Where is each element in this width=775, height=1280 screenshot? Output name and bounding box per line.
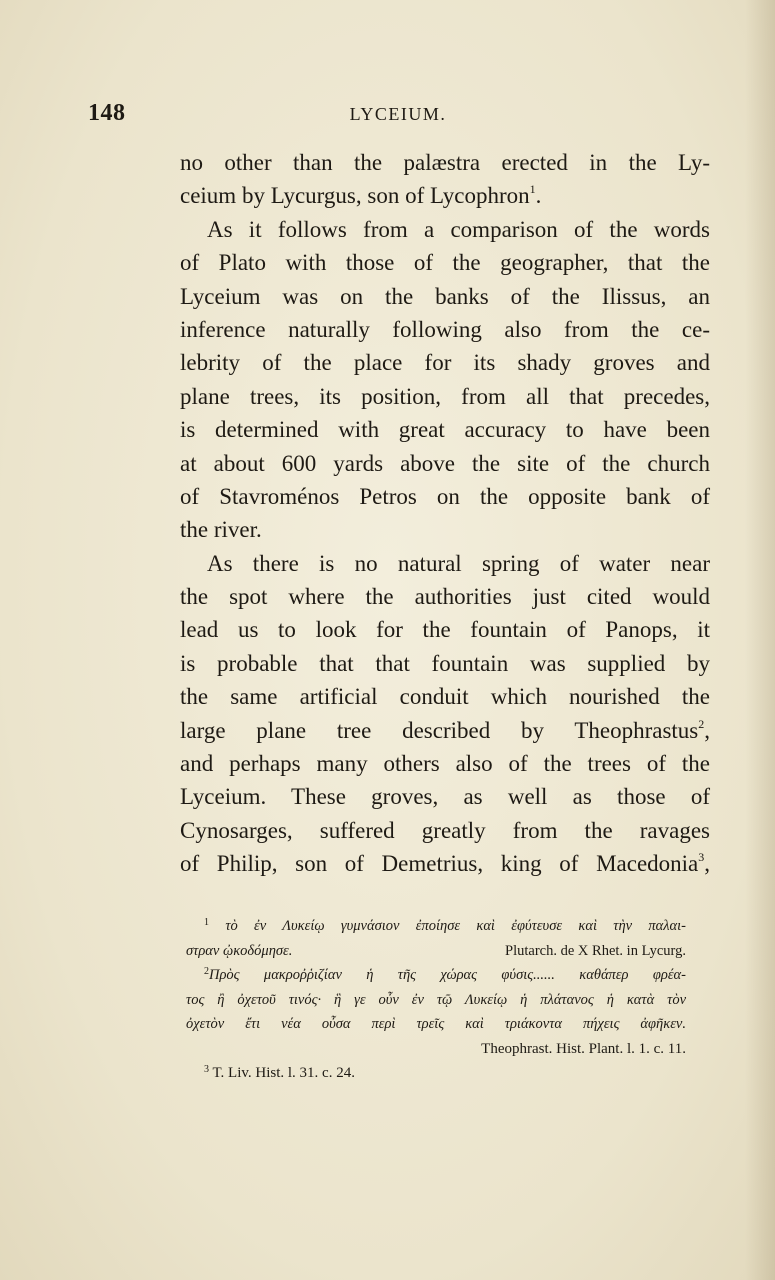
body-line: inference naturally following also from the ce- <box>180 316 710 342</box>
footnote-1-line: στραν ᾠκοδόμησε. Plutarch. de X Rhet. in Lycurg. <box>186 939 686 964</box>
footnote-2-source: Theophrast. Hist. Plant. l. 1. c. 11. <box>481 1040 686 1057</box>
body-line: the river. <box>180 517 262 543</box>
footnote-2-line: $^2$Πρὸς μακροῤῥιζίαν ἡ τῆς χώρας φύσις...... καθάπερ φρέα- <box>204 966 686 983</box>
body-line: of Philip, son of Demetrius, king of Macedonia$^3$, <box>180 850 710 877</box>
body-line: large plane tree described by Theophrastus$^2$, <box>180 716 710 743</box>
footnote-mark-3: 3 <box>204 1064 209 1075</box>
body-line: lead us to look for the fountain of Panops, it <box>180 617 710 643</box>
body-line: Cynosarges, suffered greatly from the ravages <box>180 817 710 843</box>
body-line: no other than the palæstra erected in the Ly- <box>180 150 710 175</box>
footnote-ref-1: 1 <box>529 182 536 197</box>
footnote-1-line: $^1$ τὸ ἐν Λυκείῳ γυμνάσιον ἐποίησε καὶ ἐφύτευσε καὶ τὴν παλαι- <box>204 917 687 934</box>
body-line: of Stavroménos Petros on the opposite bank of <box>180 483 710 509</box>
body-line: the spot where the authorities just cited would <box>180 584 710 610</box>
body-line: lebrity of the place for its shady groves and <box>180 350 710 376</box>
footnote-2-line: ὀχετὸν ἔτι νέα οὖσα περὶ τρεῖς καὶ τριάκοντα πήχεις ἀφῆκεν. <box>186 1016 686 1032</box>
page-number: 148 <box>88 100 126 126</box>
running-title: LYCEIUM. <box>349 104 447 124</box>
body-text <box>180 146 710 881</box>
body-line: ceium by Lycurgus, son of Lycophron$^1$. <box>180 182 542 209</box>
footnote-3-line: $^3$ T. Liv. Hist. l. 31. c. 24. <box>204 1064 355 1081</box>
body-line: at about 600 yards above the site of the church <box>180 450 710 476</box>
footnotes <box>186 914 686 1086</box>
footnote-ref-2: 2 <box>698 716 705 731</box>
body-line: Lyceium. These groves, as well as those of <box>180 784 710 810</box>
body-line: As it follows from a comparison of the words <box>207 216 710 242</box>
page-edge-shadow <box>745 0 775 1280</box>
body-line: plane trees, its position, from all that precedes, <box>180 383 710 409</box>
footnote-mark-2: 2 <box>204 966 209 977</box>
body-line: the same artificial conduit which nourished the <box>180 684 710 710</box>
body-line: is determined with great accuracy to have been <box>180 417 710 443</box>
body-line: Lyceium was on the banks of the Ilissus, an <box>180 283 710 309</box>
body-line: of Plato with those of the geographer, that the <box>180 250 710 276</box>
body-line: As there is no natural spring of water near <box>207 550 710 576</box>
running-head <box>88 100 708 134</box>
footnote-ref-3: 3 <box>698 850 705 865</box>
footnote-1-source: Plutarch. de X Rhet. in Lycurg. <box>505 942 686 959</box>
footnote-mark-1: 1 <box>204 917 209 928</box>
body-line: is probable that that fountain was supplied by <box>180 650 710 676</box>
footnote-2-line: τος ἢ ὀχετοῦ τινός· ἣ γε οὖν ἐν τῷ Λυκείῳ ἡ πλάτανος ἡ κατὰ τὸν <box>186 991 686 1008</box>
body-line: and perhaps many others also of the trees of the <box>180 751 710 777</box>
